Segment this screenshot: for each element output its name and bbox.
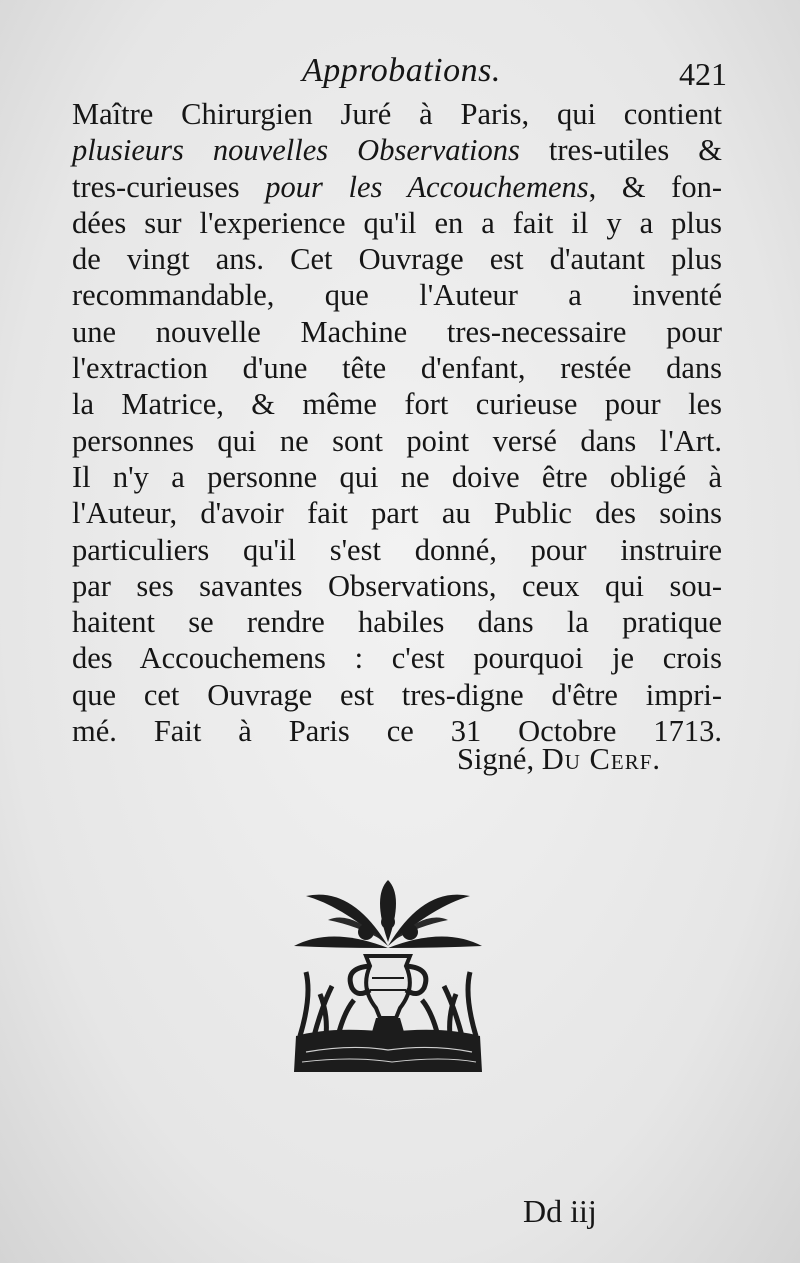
text-segment: , & fon- xyxy=(588,169,722,204)
text-line xyxy=(72,532,722,568)
text-segment: Maître Chirurgien Juré à Paris, qui contient xyxy=(72,97,722,131)
text-segment: que cet Ouvrage est tres-digne d'être impri- xyxy=(72,677,722,712)
text-line xyxy=(72,604,722,640)
text-segment: particuliers qu'il s'est donné, pour instruire xyxy=(72,532,722,567)
text-line xyxy=(72,495,722,531)
text-segment: personnes qui ne sont point versé dans l'Art. xyxy=(72,423,722,458)
text-line xyxy=(72,568,722,604)
text-line xyxy=(72,677,722,713)
signatory-name: Du Cerf. xyxy=(541,742,662,776)
text-segment: mé. Fait à Paris ce 31 Octobre 1713. xyxy=(72,714,722,749)
signature-prefix: Signé, xyxy=(457,742,542,776)
page-header xyxy=(72,52,727,96)
text-segment: haitent se rendre habiles dans la pratique xyxy=(72,605,722,640)
text-line xyxy=(72,423,722,459)
text-line xyxy=(72,314,722,350)
signature-line xyxy=(457,742,757,777)
page-number: 421 xyxy=(679,56,727,92)
text-line xyxy=(72,205,722,241)
text-segment: une nouvelle Machine tres-necessaire pour xyxy=(72,314,722,349)
text-segment: tres-utiles & xyxy=(519,133,722,168)
text-segment: dées sur l'experience qu'il en a fait il y a plus xyxy=(72,205,722,240)
text-line xyxy=(72,241,722,277)
text-line xyxy=(72,350,722,386)
text-segment: la Matrice, & même fort curieuse pour les xyxy=(72,387,722,422)
text-segment: des Accouchemens : c'est pourquoi je crois xyxy=(72,641,722,676)
text-segment: tres-curieuses xyxy=(72,169,266,204)
vase-with-foliage-woodcut-icon xyxy=(292,876,484,1074)
text-segment: de vingt ans. Cet Ouvrage est d'autant plus xyxy=(72,242,722,277)
text-segment: l'extraction d'une tête d'enfant, restée dans xyxy=(72,351,722,386)
text-line xyxy=(72,386,722,422)
text-segment: recommandable, que l'Auteur a inventé xyxy=(72,278,722,313)
approbation-text xyxy=(72,96,722,749)
text-segment: l'Auteur, d'avoir fait part au Public des soins xyxy=(72,496,722,531)
text-line xyxy=(72,459,722,495)
text-line xyxy=(72,169,722,205)
running-head: Approbations. xyxy=(302,52,501,89)
italic-segment: pour les Accouchemens xyxy=(265,169,589,204)
italic-segment: plusieurs nouvelles Observations xyxy=(72,133,520,168)
text-line xyxy=(72,277,722,313)
text-segment: Il n'y a personne qui ne doive être obligé à xyxy=(72,459,722,494)
text-line xyxy=(72,640,722,676)
text-line xyxy=(72,96,722,132)
text-segment: par ses savantes Observations, ceux qui sou- xyxy=(72,568,722,603)
text-line xyxy=(72,132,722,168)
signature-mark: Dd iij xyxy=(523,1193,597,1229)
